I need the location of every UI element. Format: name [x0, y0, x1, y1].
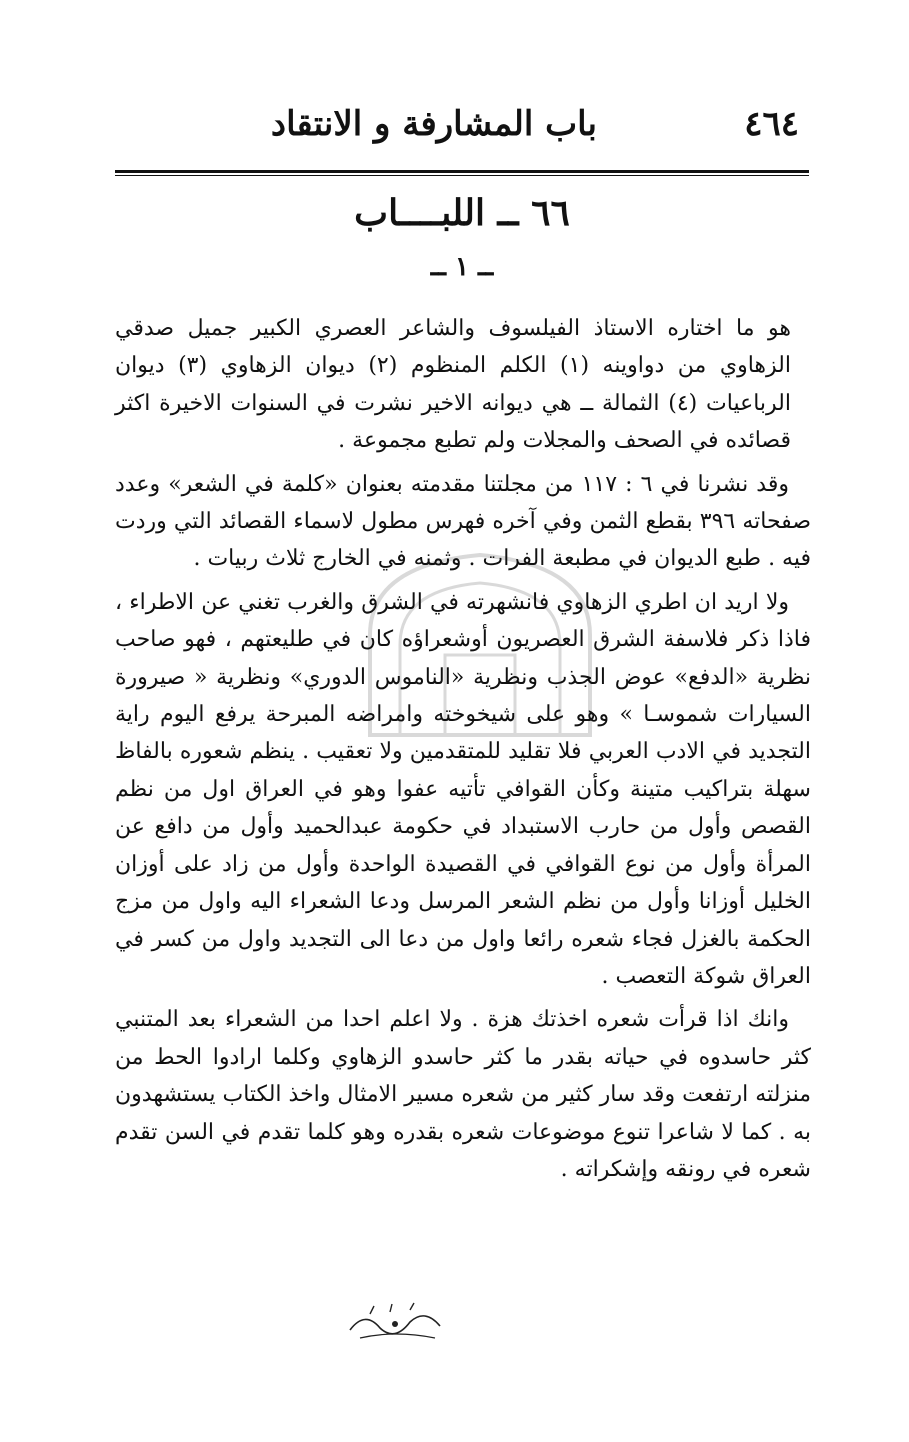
paragraph-1: هو ما اختاره الاستاذ الفيلسوف والشاعر العصري الكبير جميل صدقي الزهاوي من دواوينه (١) الكلم المنظوم (٢) ديوان الزهاوي (٣) ديوان الرباعيات (٤) الثمالة ــ هي ديوانه الاخير نشرت في السنوات الاخيرة اكثر قصائده في الصحف والمجلات ولم تطبع مجموعة . — [115, 316, 791, 454]
running-title: باب المشارفة و الانتقاد — [270, 104, 597, 144]
page-number: ٤٦٤ — [744, 104, 799, 144]
page-header — [115, 98, 807, 158]
end-ornament — [340, 1300, 450, 1344]
body-text — [115, 310, 811, 1194]
paragraph-4: وانك اذا قرأت شعره اخذتك هزة . ولا اعلم احدا من الشعراء بعد المتنبي كثر حاسدوه في حياته بقدر ما كثر حاسدو الزهاوي وكلما ارادوا الحط من منزلته ارتفعت وقد سار كثير من شعره مسير الامثال واخذ الكتاب يستشهدون به . كما لا شاعرا تنوع موضوعات شعره بقدره وهو كلما تقدم في السن تقدم شعره في رونقه وإشكراته . — [115, 1007, 811, 1182]
section-title: ٦٦ ــ اللبــــاب — [354, 192, 570, 234]
paragraph-2: وقد نشرنا في ٦ : ١١٧ من مجلتنا مقدمته بعنوان «كلمة في الشعر» وعدد صفحاته ٣٩٦ بقطع الثمن وفي آخره فهرس مطول لاسماء القصائد التي وردت فيه . طبع الديوان في مطبعة الفرات . وثمنه في الخارج ثلاث ربيات . — [115, 471, 811, 572]
header-rule — [115, 170, 809, 176]
paragraph-3: ولا اريد ان اطري الزهاوي فانشهرته في الشرق والغرب تغني عن الاطراء ، فاذا ذكر فلاسفة الشرق العصريون أوشعراؤه كان في طليعتهم ، فهو صاحب نظرية «الدفع» عوض الجذب ونظرية «الناموس الدوري» ونظرية « صيرورة السيارات شموسـا » وهو على شيخوخته وامراضه المبرحة يرفع اليوم راية التجديد في الادب العربي فلا تقليد للمتقدمين ولا تعقيب . ينظم شعوره بالفاظ سهلة بتراكيب متينة وكأن القوافي تأتيه عفوا وهو في العراق اول من نظم القصص وأول من حارب الاستبداد في حكومة عبدالحميد وأول من دافع عن المرأة وأول من نوع القوافي في القصيدة الواحدة وأول من زاد على أوزان الخليل أوزانا وأول من نظم الشعر المرسل ودعا الشعراء اليه واول من مزج الحكمة بالغزل فجاء شعره رائعا واول من دعا الى التجديد واول من كسر في العراق شوكة التعصب . — [115, 589, 811, 989]
subsection-number: ــ ١ ــ — [430, 252, 494, 282]
